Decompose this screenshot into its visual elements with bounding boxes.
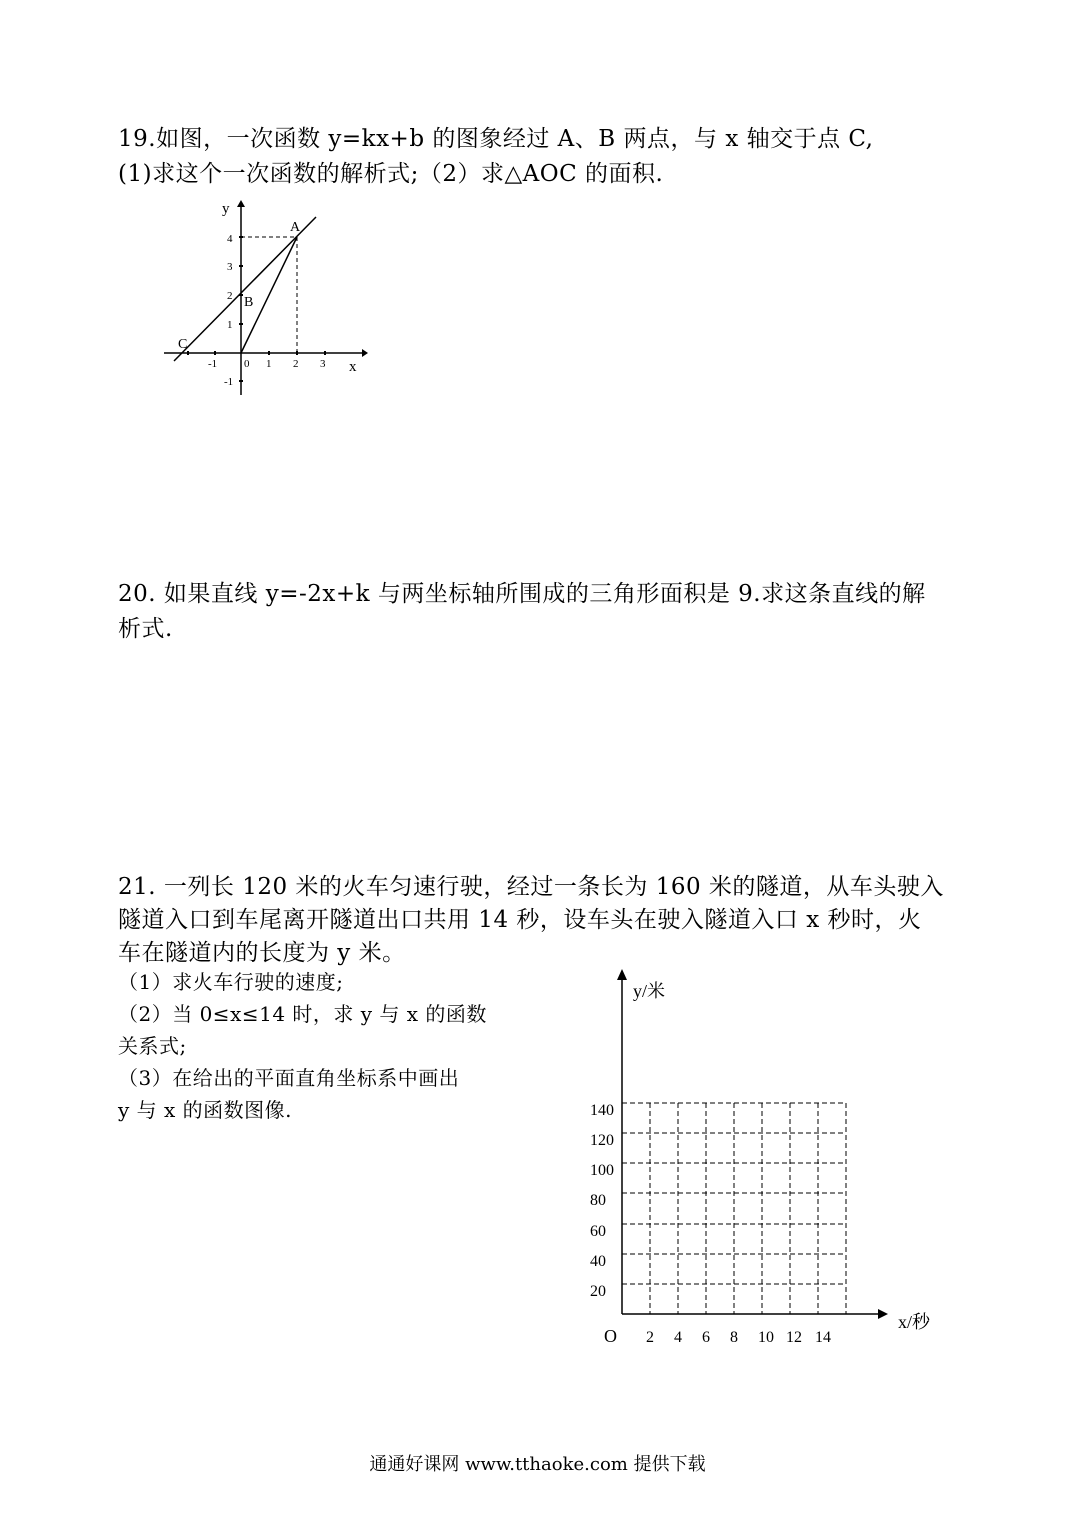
q19-point-a-label: A [290, 220, 301, 235]
q20-line1: 20. 如果直线 y=-2x+k 与两坐标轴所围成的三角形面积是 9.求这条直线的解 [118, 581, 926, 607]
q19-y-tick-label: 2 [227, 290, 233, 302]
q21-x-tick-label: 2 [646, 1329, 654, 1346]
q19-x-tick-label: 1 [266, 358, 272, 370]
q21-x-arrow [878, 1309, 888, 1319]
q21-sub3a: （3）在给出的平面直角坐标系中画出 [118, 1066, 460, 1090]
q19-line1: 19.如图，一次函数 y=kx+b 的图象经过 A、B 两点，与 x 轴交于点 C, [118, 126, 874, 152]
q21-x-tick-label: 14 [815, 1329, 831, 1346]
q21-sub2a: （2）当 0≤x≤14 时，求 y 与 x 的函数 [118, 1002, 487, 1026]
q21-grid [580, 960, 940, 1360]
q19-x-tick-label: -1 [208, 358, 218, 370]
q21-x-tick-label: 6 [702, 1329, 710, 1346]
q21-grid-vertical-lines [650, 1103, 846, 1314]
q19-figure [160, 195, 420, 395]
footer-credit: 通通好课网 www.tthaoke.com 提供下载 [369, 1454, 706, 1475]
q19-origin-label: 0 [244, 358, 250, 370]
q19-x-tick-label: 3 [320, 358, 326, 370]
q21-line2: 隧道入口到车尾离开隧道出口共用 14 秒，设车头在驶入隧道入口 x 秒时，火 [118, 907, 922, 933]
q19-y-arrow [237, 200, 245, 207]
q21-y-tick-label: 20 [590, 1283, 606, 1300]
q19-line-cba [174, 217, 316, 361]
q19-x-arrow [362, 349, 368, 357]
q21-y-tick-label: 140 [590, 1102, 614, 1119]
q21-origin-label: O [604, 1326, 617, 1346]
q19-y-tick-label: -1 [224, 376, 234, 388]
q21-sub3b: y 与 x 的函数图像. [118, 1098, 293, 1122]
q21-y-tick-label: 80 [590, 1192, 606, 1209]
q21-x-tick-label: 10 [758, 1329, 774, 1346]
q19-point-b-label: B [244, 295, 254, 310]
q19-line2: (1)求这个一次函数的解析式;（2）求△AOC 的面积. [118, 161, 664, 187]
q21-y-tick-label: 40 [590, 1253, 606, 1270]
q19-y-tick-label: 3 [227, 261, 233, 273]
q21-y-tick-label: 100 [590, 1162, 614, 1179]
q19-x-axis-label: x [349, 359, 357, 375]
q21-y-axis-label: y/米 [633, 981, 666, 1001]
q19-y-axis-label: y [222, 201, 230, 217]
q21-line3: 车在隧道内的长度为 y 米。 [118, 940, 406, 966]
q19-y-tick-label: 4 [227, 233, 233, 245]
q21-line1: 21. 一列长 120 米的火车匀速行驶，经过一条长为 160 米的隧道，从车头驶入 [118, 874, 944, 900]
q21-sub2b: 关系式; [118, 1034, 187, 1058]
q21-y-tick-label: 60 [590, 1223, 606, 1240]
q21-x-axis-label: x/秒 [898, 1312, 931, 1332]
q19-point-c-label: C [178, 337, 188, 352]
q20-line2: 析式. [118, 616, 173, 642]
q21-y-arrow [617, 969, 627, 980]
q19-y-tick-label: 1 [227, 319, 233, 331]
q21-y-tick-label: 120 [590, 1132, 614, 1149]
q19-x-tick-label: 2 [293, 358, 299, 370]
q21-sub1: （1）求火车行驶的速度; [118, 970, 344, 994]
q21-x-tick-label: 12 [786, 1329, 802, 1346]
q21-x-tick-label: 8 [730, 1329, 738, 1346]
q21-x-tick-label: 4 [674, 1329, 682, 1346]
